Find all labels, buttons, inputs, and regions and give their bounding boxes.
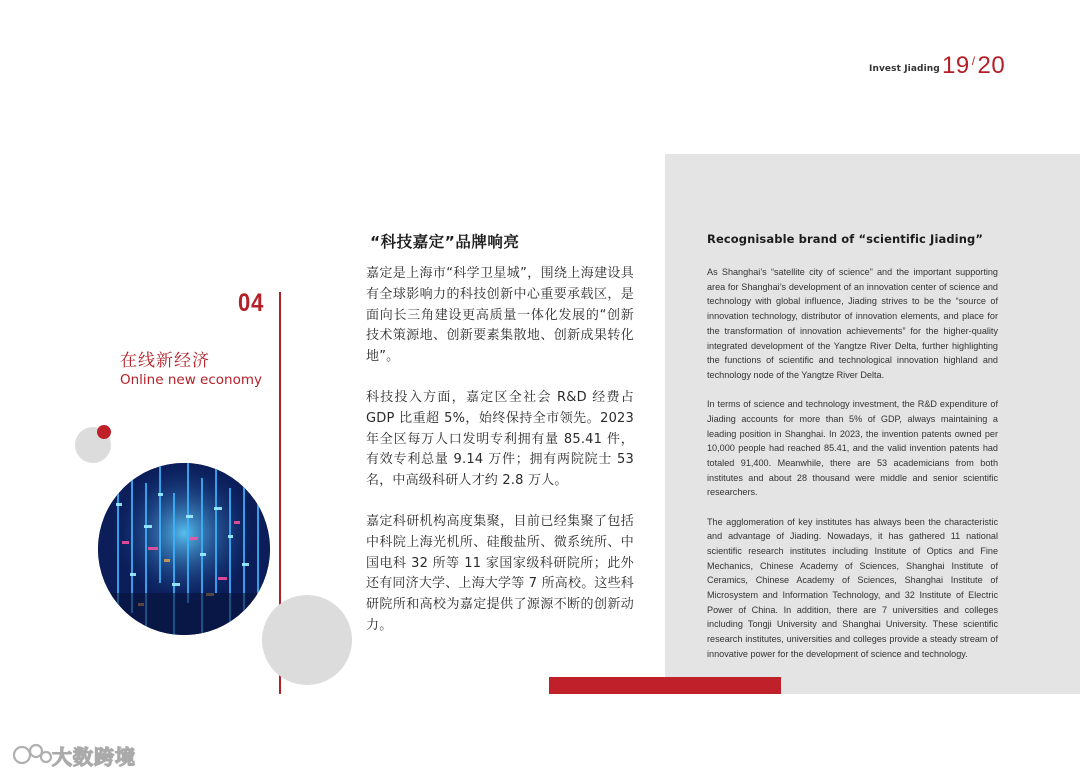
technology-image <box>98 463 270 635</box>
page-number-right: 20 <box>977 52 1006 79</box>
paragraph-en-1: As Shanghai’s “satellite city of science” and the important supporting area for Shanghai’s development of an innovation center of science and technology with global influence, Jiading strives to be the “source of innovation technology, distributor of innovation elements, and place for the transformation of innovation achievements” for the higher-quality integrated development of the Yangtze River Delta, further highlighting the functions of scientific and technological innovation highland and technology node of the Yangtze River Delta. <box>707 267 998 380</box>
paragraph-cn-2: 科技投入方面，嘉定区全社会 R&D 经费占 GDP 比重超 5%，始终保持全市领先。2023 年全区每万人口发明专利拥有量 85.41 件，有效专利总量 9.14 万件；拥有两院院士 53 名，中高级科研人才约 2.8 万人。 <box>366 389 634 489</box>
page-numbers <box>942 52 1005 80</box>
paragraph-cn-3: 嘉定科研机构高度集聚，目前已经集聚了包括中科院上海光机所、硅酸盐所、微系统所、中国电科 32 所等 11 家国家级科研院所；此外还有同济大学、上海大学等 7 所高校。这些科研院所和高校为嘉定提供了源源不断的创新动力。 <box>366 513 634 633</box>
decorative-gray-circle-large <box>262 595 352 685</box>
watermark-text: 大数跨境 <box>52 745 136 769</box>
chapter-number: 04 <box>238 289 265 317</box>
chapter-title-en: Online new economy <box>120 372 262 388</box>
section-title-en: Recognisable brand of “scientific Jiading” <box>707 232 983 246</box>
paragraph-en-3: The agglomeration of key institutes has always been the characteristic and advantage of Jiading. Nowadays, it has gathered 11 national scientific research institutes including Institute of Optics and Fine Mechanics, Chinese Academy of Sciences, Shanghai Institute of Ceramics, Chinese Academy of Sciences, Shanghai Institute of Microsystem and Information Technology, and 32 Institute of Electric Power of China. In addition, there are 7 universities and colleges including Tongji University and Shanghai University. These scientific research institutes, universities and colleges provide a steady stream of innovative power for the development of science and technology. <box>707 516 998 659</box>
body-text-en <box>707 265 998 676</box>
paragraph-en-2: In terms of science and technology investment, the R&D expenditure of Jiading accounts for more than 5% of GDP, always maintaining a leading position in Shanghai. In 2023, the invention patents owned per 10,000 people had reached 85.41, and the valid invention patents had totaled 91,400. Meanwhile, there are 53 academicians from both institutes and about 28 thousand were middle and senior scientific researchers. <box>707 399 998 498</box>
paragraph-cn-1: 嘉定是上海市“科学卫星城”，围绕上海建设具有全球影响力的科技创新中心重要承载区，是面向长三角建设更高质量一体化发展的“创新技术策源地、创新要素集散地、创新成果转化地”。 <box>366 266 634 365</box>
running-header-label: Invest Jiading <box>869 64 940 74</box>
decorative-red-dot <box>97 425 111 439</box>
technology-image-graphic <box>98 463 270 635</box>
page-number-separator: / <box>971 54 976 68</box>
body-text-cn <box>366 264 634 657</box>
red-accent-bar <box>549 677 781 694</box>
section-title-cn: “科技嘉定”品牌响亮 <box>370 233 520 251</box>
chapter-title-cn: 在线新经济 <box>120 351 210 371</box>
page-number-left: 19 <box>942 52 970 79</box>
